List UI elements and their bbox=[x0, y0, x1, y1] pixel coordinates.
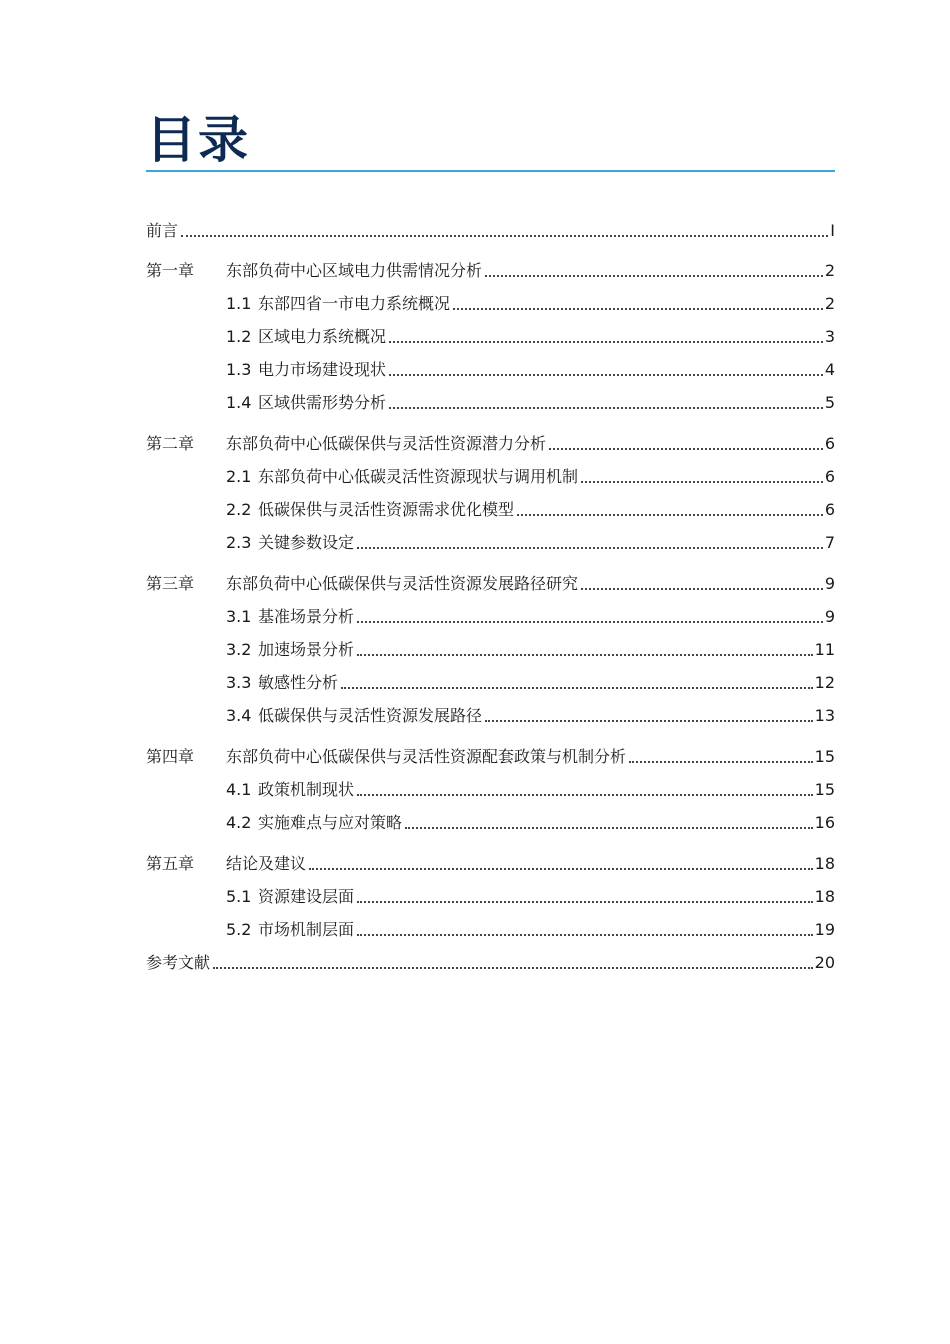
dot-leader bbox=[581, 588, 823, 590]
title-divider bbox=[146, 170, 835, 172]
toc-chapter-3[interactable] bbox=[146, 565, 835, 595]
section-number: 1.1 bbox=[226, 294, 252, 313]
toc-section-2-3[interactable] bbox=[226, 524, 835, 554]
toc-page-number: 15 bbox=[814, 780, 835, 799]
section-number: 2.3 bbox=[226, 533, 252, 552]
dot-leader bbox=[357, 901, 813, 903]
section-title: 东部四省一市电力系统概况 bbox=[258, 294, 451, 313]
section-number: 2.1 bbox=[226, 467, 252, 486]
toc-page-number: 16 bbox=[814, 813, 835, 832]
toc-entry-label: 前言 bbox=[146, 221, 179, 240]
toc-page-number: 20 bbox=[814, 953, 835, 972]
chapter-title: 东部负荷中心区域电力供需情况分析 bbox=[226, 261, 483, 280]
section-title: 市场机制层面 bbox=[258, 920, 355, 939]
section-title: 低碳保供与灵活性资源发展路径 bbox=[258, 706, 483, 725]
toc-page-number: 19 bbox=[814, 920, 835, 939]
page-title: 目录 bbox=[146, 111, 250, 169]
section-title: 敏感性分析 bbox=[258, 673, 339, 692]
chapter-title: 东部负荷中心低碳保供与灵活性资源潜力分析 bbox=[226, 434, 547, 453]
toc-section-3-4[interactable] bbox=[226, 697, 835, 727]
section-number: 3.1 bbox=[226, 607, 252, 626]
toc-section-3-2[interactable] bbox=[226, 631, 835, 661]
toc-chapter-1[interactable] bbox=[146, 252, 835, 282]
toc-page-number: 11 bbox=[814, 640, 835, 659]
toc-chapter-2[interactable] bbox=[146, 425, 835, 455]
section-number: 3.3 bbox=[226, 673, 252, 692]
dot-leader bbox=[357, 547, 823, 549]
chapter-title: 东部负荷中心低碳保供与灵活性资源配套政策与机制分析 bbox=[226, 747, 627, 766]
section-number: 1.2 bbox=[226, 327, 252, 346]
section-number: 1.3 bbox=[226, 360, 252, 379]
toc-page-number: 6 bbox=[824, 467, 835, 486]
section-title: 东部负荷中心低碳灵活性资源现状与调用机制 bbox=[258, 467, 579, 486]
toc-page-number: 5 bbox=[824, 393, 835, 412]
dot-leader bbox=[389, 407, 823, 409]
toc-page-number: 9 bbox=[824, 607, 835, 626]
toc-section-1-4[interactable] bbox=[226, 384, 835, 414]
section-title: 实施难点与应对策略 bbox=[258, 813, 403, 832]
dot-leader bbox=[181, 235, 828, 237]
toc-page-number: 7 bbox=[824, 533, 835, 552]
dot-leader bbox=[341, 687, 813, 689]
dot-leader bbox=[357, 794, 813, 796]
dot-leader bbox=[581, 481, 823, 483]
toc-section-5-1[interactable] bbox=[226, 878, 835, 908]
toc-section-1-3[interactable] bbox=[226, 351, 835, 381]
toc-page-number: 6 bbox=[824, 434, 835, 453]
section-title: 基准场景分析 bbox=[258, 607, 355, 626]
toc-page-number: 18 bbox=[814, 887, 835, 906]
section-number: 4.1 bbox=[226, 780, 252, 799]
toc-chapter-5[interactable] bbox=[146, 845, 835, 875]
dot-leader bbox=[389, 341, 823, 343]
chapter-number: 第二章 bbox=[146, 434, 195, 453]
section-title: 区域电力系统概况 bbox=[258, 327, 387, 346]
dot-leader bbox=[453, 308, 823, 310]
dot-leader bbox=[517, 514, 823, 516]
chapter-number: 第一章 bbox=[146, 261, 195, 280]
chapter-number: 第五章 bbox=[146, 854, 195, 873]
section-title: 加速场景分析 bbox=[258, 640, 355, 659]
toc-page-number: 15 bbox=[814, 747, 835, 766]
section-title: 电力市场建设现状 bbox=[258, 360, 387, 379]
toc-page-number: 2 bbox=[824, 261, 835, 280]
toc-section-2-2[interactable] bbox=[226, 491, 835, 521]
dot-leader bbox=[405, 827, 813, 829]
section-number: 2.2 bbox=[226, 500, 252, 519]
toc-page-number: 6 bbox=[824, 500, 835, 519]
toc-entry-preface[interactable] bbox=[146, 212, 835, 242]
dot-leader bbox=[389, 374, 823, 376]
chapter-title: 结论及建议 bbox=[226, 854, 307, 873]
section-title: 关键参数设定 bbox=[258, 533, 355, 552]
dot-leader bbox=[629, 761, 813, 763]
section-number: 5.2 bbox=[226, 920, 252, 939]
toc-page-number: I bbox=[830, 221, 835, 240]
section-title: 政策机制现状 bbox=[258, 780, 355, 799]
toc-section-4-2[interactable] bbox=[226, 804, 835, 834]
section-number: 1.4 bbox=[226, 393, 252, 412]
section-title: 资源建设层面 bbox=[258, 887, 355, 906]
toc-section-3-3[interactable] bbox=[226, 664, 835, 694]
chapter-number: 第三章 bbox=[146, 574, 195, 593]
toc-page-number: 13 bbox=[814, 706, 835, 725]
dot-leader bbox=[357, 654, 813, 656]
dot-leader bbox=[485, 720, 813, 722]
dot-leader bbox=[485, 275, 823, 277]
section-title: 低碳保供与灵活性资源需求优化模型 bbox=[258, 500, 515, 519]
toc-section-1-2[interactable] bbox=[226, 318, 835, 348]
toc-section-3-1[interactable] bbox=[226, 598, 835, 628]
toc-page-number: 18 bbox=[814, 854, 835, 873]
section-title: 区域供需形势分析 bbox=[258, 393, 387, 412]
chapter-number: 第四章 bbox=[146, 747, 195, 766]
toc-chapter-4[interactable] bbox=[146, 738, 835, 768]
toc-page-number: 9 bbox=[824, 574, 835, 593]
dot-leader bbox=[357, 621, 823, 623]
toc-entry-references[interactable] bbox=[146, 944, 835, 974]
toc-section-4-1[interactable] bbox=[226, 771, 835, 801]
section-number: 5.1 bbox=[226, 887, 252, 906]
dot-leader bbox=[357, 934, 813, 936]
dot-leader bbox=[309, 868, 813, 870]
section-number: 3.4 bbox=[226, 706, 252, 725]
section-number: 4.2 bbox=[226, 813, 252, 832]
dot-leader bbox=[213, 967, 813, 969]
dot-leader bbox=[549, 448, 823, 450]
toc-page-number: 3 bbox=[824, 327, 835, 346]
section-number: 3.2 bbox=[226, 640, 252, 659]
toc-page-number: 2 bbox=[824, 294, 835, 313]
toc-page-number: 12 bbox=[814, 673, 835, 692]
toc-entry-label: 参考文献 bbox=[146, 953, 211, 972]
chapter-title: 东部负荷中心低碳保供与灵活性资源发展路径研究 bbox=[226, 574, 579, 593]
toc-section-2-1[interactable] bbox=[226, 458, 835, 488]
toc-page-number: 4 bbox=[824, 360, 835, 379]
toc-section-1-1[interactable] bbox=[226, 285, 835, 315]
toc-section-5-2[interactable] bbox=[226, 911, 835, 941]
